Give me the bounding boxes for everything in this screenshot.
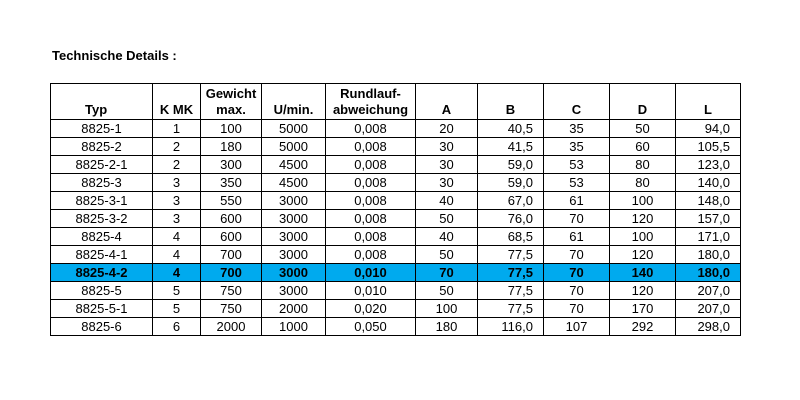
cell-gewicht: 350 [201, 174, 262, 192]
cell-d: 100 [610, 228, 676, 246]
cell-typ: 8825-5-1 [51, 300, 153, 318]
cell-rundlauf: 0,050 [326, 318, 416, 336]
cell-l: 207,0 [676, 282, 741, 300]
cell-l: 180,0 [676, 264, 741, 282]
cell-typ: 8825-2-1 [51, 156, 153, 174]
cell-kmk: 4 [153, 246, 201, 264]
cell-d: 170 [610, 300, 676, 318]
cell-d: 120 [610, 246, 676, 264]
cell-kmk: 4 [153, 228, 201, 246]
column-header-line [478, 86, 543, 102]
specs-table [50, 83, 741, 336]
cell-gewicht: 100 [201, 120, 262, 138]
column-header-line [416, 86, 477, 102]
column-header-line: U/min. [273, 102, 314, 117]
cell-l: 94,0 [676, 120, 741, 138]
cell-a: 100 [416, 300, 478, 318]
cell-typ: 8825-4-1 [51, 246, 153, 264]
table-row [51, 246, 741, 264]
column-header-line: C [571, 102, 582, 117]
table-row [51, 174, 741, 192]
cell-a: 50 [416, 210, 478, 228]
cell-b: 41,5 [478, 138, 544, 156]
column-header-line [85, 86, 152, 102]
cell-d: 292 [610, 318, 676, 336]
cell-d: 80 [610, 156, 676, 174]
cell-umin: 3000 [262, 246, 326, 264]
cell-gewicht: 180 [201, 138, 262, 156]
column-header-line: L [704, 102, 712, 117]
cell-gewicht: 600 [201, 228, 262, 246]
cell-umin: 4500 [262, 174, 326, 192]
cell-umin: 5000 [262, 120, 326, 138]
table-row [51, 120, 741, 138]
column-header-rundlauf [326, 84, 416, 120]
cell-typ: 8825-4-2 [51, 264, 153, 282]
column-header-line: Gewicht [205, 86, 257, 101]
cell-b: 40,5 [478, 120, 544, 138]
cell-c: 53 [544, 174, 610, 192]
cell-b: 59,0 [478, 174, 544, 192]
cell-gewicht: 700 [201, 264, 262, 282]
cell-b: 77,5 [478, 282, 544, 300]
cell-b: 77,5 [478, 300, 544, 318]
column-header-d [610, 84, 676, 120]
cell-l: 171,0 [676, 228, 741, 246]
cell-b: 76,0 [478, 210, 544, 228]
column-header-line [153, 86, 200, 102]
column-header-l [676, 84, 741, 120]
cell-rundlauf: 0,008 [326, 120, 416, 138]
cell-rundlauf: 0,008 [326, 210, 416, 228]
cell-umin: 5000 [262, 138, 326, 156]
column-header-line: Rundlauf- [340, 86, 401, 101]
cell-a: 30 [416, 174, 478, 192]
cell-kmk: 3 [153, 192, 201, 210]
cell-c: 70 [544, 264, 610, 282]
cell-typ: 8825-3-2 [51, 210, 153, 228]
cell-a: 30 [416, 156, 478, 174]
cell-rundlauf: 0,010 [326, 264, 416, 282]
cell-rundlauf: 0,008 [326, 174, 416, 192]
cell-a: 30 [416, 138, 478, 156]
column-header-line: K MK [159, 102, 194, 117]
cell-typ: 8825-5 [51, 282, 153, 300]
cell-c: 107 [544, 318, 610, 336]
cell-d: 60 [610, 138, 676, 156]
column-header-line: B [505, 102, 516, 117]
column-header-typ [51, 84, 153, 120]
cell-c: 61 [544, 228, 610, 246]
cell-c: 35 [544, 120, 610, 138]
cell-d: 100 [610, 192, 676, 210]
cell-c: 53 [544, 156, 610, 174]
column-header-b [478, 84, 544, 120]
cell-gewicht: 600 [201, 210, 262, 228]
column-header-gewicht [201, 84, 262, 120]
cell-l: 148,0 [676, 192, 741, 210]
cell-rundlauf: 0,008 [326, 192, 416, 210]
cell-typ: 8825-2 [51, 138, 153, 156]
cell-kmk: 1 [153, 120, 201, 138]
table-row [51, 156, 741, 174]
cell-umin: 3000 [262, 282, 326, 300]
cell-b: 67,0 [478, 192, 544, 210]
cell-d: 120 [610, 282, 676, 300]
column-header-line [610, 86, 675, 102]
column-header-line [262, 86, 325, 102]
cell-a: 180 [416, 318, 478, 336]
cell-a: 40 [416, 228, 478, 246]
table-body [51, 120, 741, 336]
cell-typ: 8825-4 [51, 228, 153, 246]
cell-gewicht: 300 [201, 156, 262, 174]
column-header-line: D [637, 102, 648, 117]
cell-c: 61 [544, 192, 610, 210]
cell-kmk: 3 [153, 174, 201, 192]
cell-gewicht: 550 [201, 192, 262, 210]
cell-b: 77,5 [478, 264, 544, 282]
cell-c: 70 [544, 300, 610, 318]
cell-l: 180,0 [676, 246, 741, 264]
cell-gewicht: 750 [201, 282, 262, 300]
cell-c: 35 [544, 138, 610, 156]
cell-kmk: 5 [153, 300, 201, 318]
cell-l: 298,0 [676, 318, 741, 336]
table-row [51, 300, 741, 318]
column-header-kmk [153, 84, 201, 120]
cell-rundlauf: 0,008 [326, 156, 416, 174]
table-row [51, 318, 741, 336]
cell-d: 140 [610, 264, 676, 282]
cell-typ: 8825-3 [51, 174, 153, 192]
cell-l: 105,5 [676, 138, 741, 156]
cell-gewicht: 2000 [201, 318, 262, 336]
cell-b: 59,0 [478, 156, 544, 174]
column-header-line: A [441, 102, 452, 117]
cell-rundlauf: 0,008 [326, 138, 416, 156]
cell-l: 207,0 [676, 300, 741, 318]
cell-kmk: 2 [153, 156, 201, 174]
column-header-a [416, 84, 478, 120]
column-header-line: Typ [85, 102, 108, 117]
table-row [51, 264, 741, 282]
cell-b: 77,5 [478, 246, 544, 264]
cell-l: 157,0 [676, 210, 741, 228]
table-row [51, 192, 741, 210]
column-header-umin [262, 84, 326, 120]
cell-a: 50 [416, 282, 478, 300]
cell-typ: 8825-6 [51, 318, 153, 336]
cell-umin: 1000 [262, 318, 326, 336]
cell-d: 50 [610, 120, 676, 138]
cell-umin: 2000 [262, 300, 326, 318]
table-row [51, 138, 741, 156]
cell-kmk: 4 [153, 264, 201, 282]
cell-umin: 3000 [262, 264, 326, 282]
table-row [51, 282, 741, 300]
cell-c: 70 [544, 210, 610, 228]
cell-kmk: 6 [153, 318, 201, 336]
cell-rundlauf: 0,008 [326, 246, 416, 264]
cell-kmk: 2 [153, 138, 201, 156]
column-header-line [676, 86, 740, 102]
column-header-line: max. [216, 102, 246, 117]
cell-rundlauf: 0,008 [326, 228, 416, 246]
cell-l: 140,0 [676, 174, 741, 192]
section-title: Technische Details : [52, 48, 177, 63]
table-row [51, 210, 741, 228]
cell-umin: 3000 [262, 210, 326, 228]
cell-a: 40 [416, 192, 478, 210]
cell-l: 123,0 [676, 156, 741, 174]
cell-b: 116,0 [478, 318, 544, 336]
column-header-line [544, 86, 609, 102]
cell-rundlauf: 0,010 [326, 282, 416, 300]
cell-b: 68,5 [478, 228, 544, 246]
cell-c: 70 [544, 246, 610, 264]
column-header-line: abweichung [332, 102, 409, 117]
table-header-row [51, 84, 741, 120]
column-header-c [544, 84, 610, 120]
cell-umin: 3000 [262, 192, 326, 210]
table-row [51, 228, 741, 246]
cell-kmk: 3 [153, 210, 201, 228]
cell-gewicht: 750 [201, 300, 262, 318]
cell-c: 70 [544, 282, 610, 300]
cell-typ: 8825-3-1 [51, 192, 153, 210]
cell-a: 50 [416, 246, 478, 264]
cell-a: 20 [416, 120, 478, 138]
cell-umin: 4500 [262, 156, 326, 174]
cell-a: 70 [416, 264, 478, 282]
cell-umin: 3000 [262, 228, 326, 246]
cell-d: 120 [610, 210, 676, 228]
cell-typ: 8825-1 [51, 120, 153, 138]
cell-kmk: 5 [153, 282, 201, 300]
cell-rundlauf: 0,020 [326, 300, 416, 318]
cell-gewicht: 700 [201, 246, 262, 264]
cell-d: 80 [610, 174, 676, 192]
